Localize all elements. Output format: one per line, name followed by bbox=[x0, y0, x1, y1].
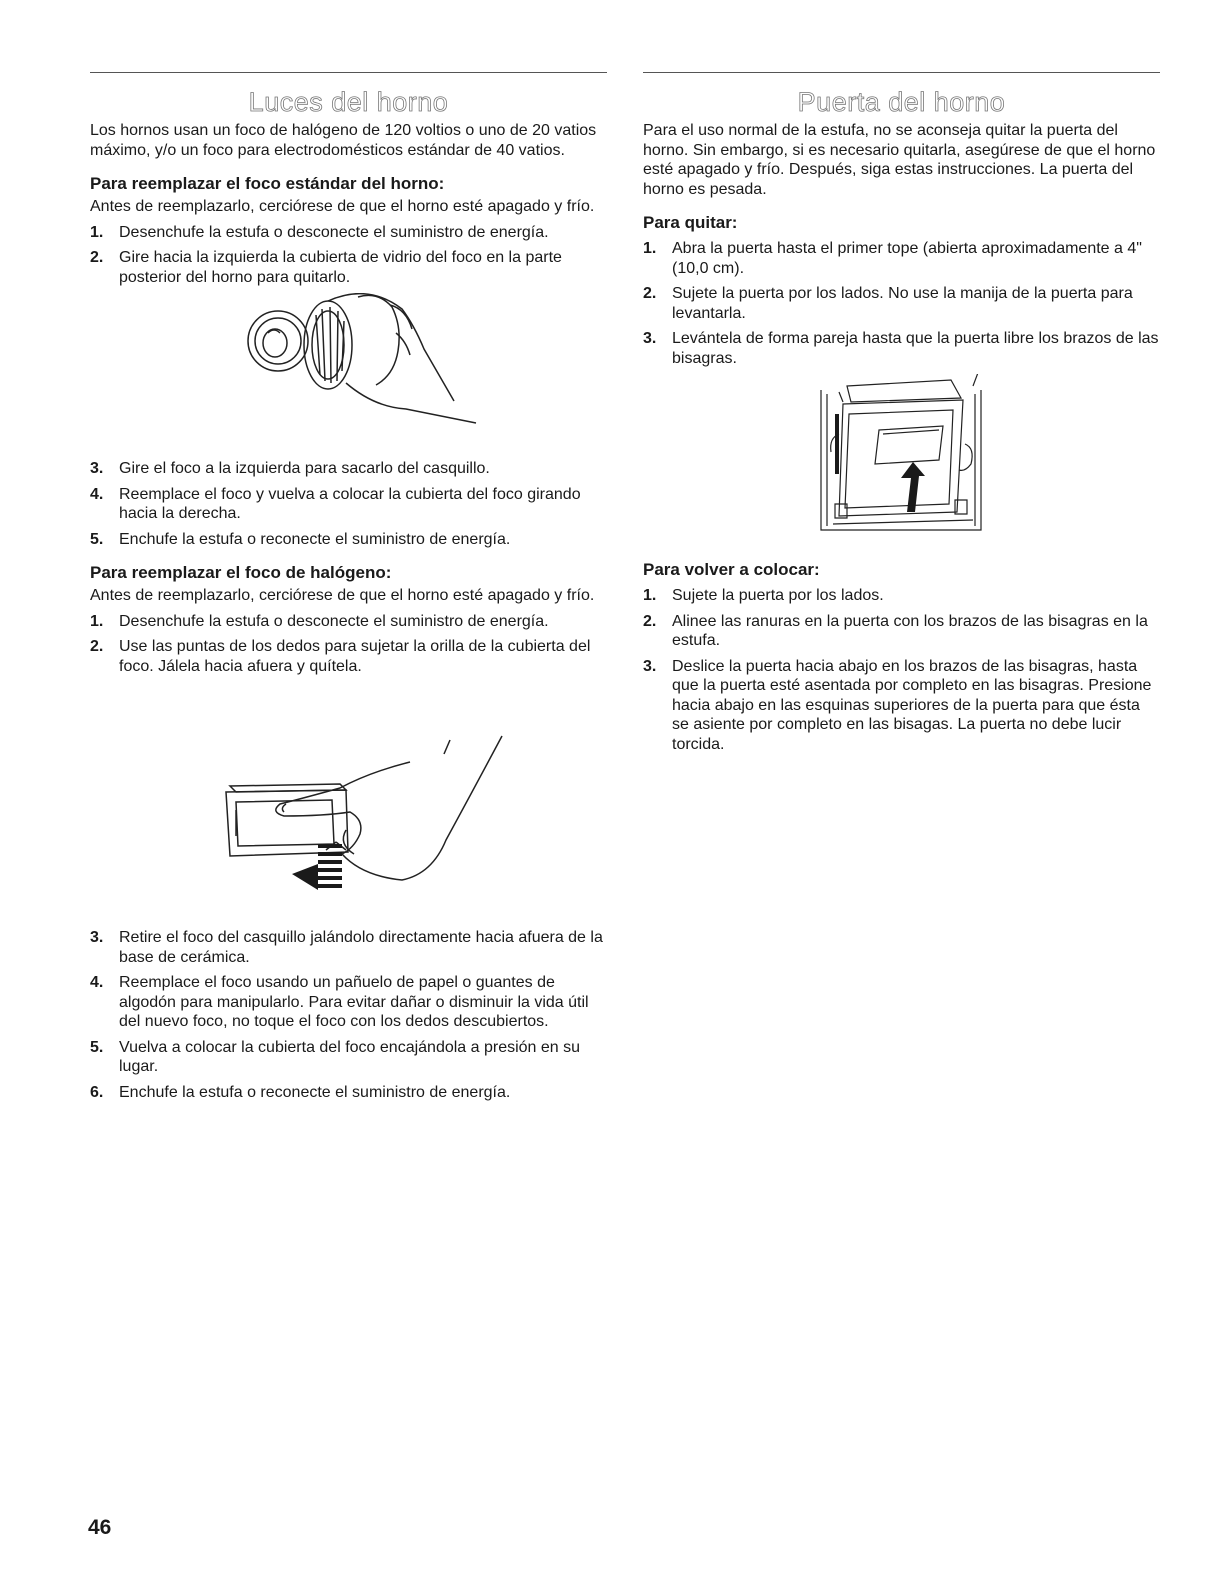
step-text: Desenchufe la estufa o desconecte el suministro de energía. bbox=[119, 223, 549, 241]
step-number: 1. bbox=[643, 587, 657, 604]
step-number: 1. bbox=[643, 240, 657, 257]
list-item bbox=[90, 612, 607, 632]
step-number: 1. bbox=[90, 612, 104, 630]
right-column bbox=[643, 72, 1160, 760]
bulb-cover-illustration bbox=[90, 293, 607, 453]
step-number: 6. bbox=[90, 1083, 104, 1101]
replace-door-steps bbox=[643, 586, 1160, 754]
halogen-bulb-intro: Antes de reemplazarlo, cerciórese de que el horno esté apagado y frío. bbox=[90, 587, 595, 604]
step-number: 4. bbox=[90, 974, 104, 991]
standard-steps-a bbox=[90, 223, 607, 288]
standard-steps-b bbox=[90, 459, 607, 549]
list-item bbox=[643, 586, 1160, 606]
oven-door-intro: Para el uso normal de la estufa, no se aconseja quitar la puerta del horno. Sin embargo, si es necesario quitarla, asegúrese de que el horno esté apagado y frío. Después, siga estas instrucciones. La puerta del horno es pesada. bbox=[643, 122, 1156, 198]
step-number: 2. bbox=[90, 638, 104, 655]
step-number: 3. bbox=[643, 330, 657, 347]
list-item bbox=[90, 1083, 607, 1103]
step-number: 2. bbox=[643, 285, 657, 302]
step-text: Use las puntas de los dedos para sujetar la orilla de la cubierta del foco. Jálela hacia afuera y quítela. bbox=[119, 638, 591, 675]
list-item bbox=[90, 928, 607, 967]
step-text: Sujete la puerta por los lados. No use la manija de la puerta para levantarla. bbox=[672, 285, 1133, 322]
step-text: Reemplace el foco usando un pañuelo de papel o guantes de algodón para manipularlo. Para evitar dañar o disminuir la vida útil del nuevo foco, no toque el foco con los dedos descubiertos. bbox=[119, 974, 589, 1030]
section-divider bbox=[90, 72, 607, 73]
section-divider bbox=[643, 72, 1160, 73]
step-number: 3. bbox=[90, 929, 104, 946]
remove-door-heading: Para quitar: bbox=[643, 213, 738, 232]
list-item bbox=[90, 223, 607, 243]
list-item bbox=[90, 1038, 607, 1077]
halogen-steps-b bbox=[90, 928, 607, 1102]
list-item bbox=[90, 459, 607, 479]
step-text: Gire hacia la izquierda la cubierta de vidrio del foco en la parte posterior del horno para quitarlo. bbox=[119, 249, 562, 286]
list-item bbox=[643, 329, 1160, 368]
step-number: 2. bbox=[90, 249, 104, 266]
step-number: 5. bbox=[90, 1038, 104, 1056]
step-text: Vuelva a colocar la cubierta del foco encajándola a presión en su lugar. bbox=[119, 1038, 581, 1075]
page-number: 46 bbox=[88, 1516, 112, 1539]
section-title-oven-lights: Luces del horno bbox=[248, 87, 449, 117]
remove-door-steps bbox=[643, 239, 1160, 368]
step-text: Gire el foco a la izquierda para sacarlo del casquillo. bbox=[119, 460, 490, 477]
step-number: 2. bbox=[643, 612, 657, 630]
step-text: Sujete la puerta por los lados. bbox=[672, 587, 884, 604]
standard-bulb-intro: Antes de reemplazarlo, cerciórese de que el horno esté apagado y frío. bbox=[90, 198, 595, 215]
step-text: Reemplace el foco y vuelva a colocar la cubierta del foco girando hacia la derecha. bbox=[119, 485, 581, 522]
step-number: 5. bbox=[90, 530, 104, 548]
list-item bbox=[90, 485, 607, 524]
step-number: 3. bbox=[643, 657, 657, 675]
step-number: 3. bbox=[90, 460, 104, 477]
list-item bbox=[90, 248, 607, 287]
list-item bbox=[643, 612, 1160, 651]
step-number: 4. bbox=[90, 485, 104, 503]
section-title-oven-door: Puerta del horno bbox=[797, 87, 1006, 117]
step-text: Enchufe la estufa o reconecte el suministro de energía. bbox=[119, 530, 511, 548]
step-text: Desenchufe la estufa o desconecte el suministro de energía. bbox=[119, 612, 549, 630]
step-text: Deslice la puerta hacia abajo en los brazos de las bisagras, hasta que la puerta esté asentada por completo en las bisagras. Presione hacia abajo en las esquinas superiores de la puerta para que ésta se asiente por completo en las bisagas. La puerta no debe lucir torcida. bbox=[672, 657, 1152, 753]
list-item bbox=[90, 973, 607, 1032]
replace-door-heading: Para volver a colocar: bbox=[643, 560, 820, 579]
halogen-steps-a bbox=[90, 612, 607, 677]
left-column bbox=[90, 72, 607, 1108]
list-item bbox=[643, 657, 1160, 755]
halogen-cover-illustration bbox=[90, 682, 607, 922]
list-item bbox=[90, 637, 607, 676]
halogen-bulb-heading: Para reemplazar el foco de halógeno: bbox=[90, 563, 392, 582]
step-number: 1. bbox=[90, 223, 104, 241]
list-item bbox=[643, 239, 1160, 278]
oven-lights-intro: Los hornos usan un foco de halógeno de 120 voltios o uno de 20 vatios máximo, y/o un foco para electrodomésticos estándar de 40 vatios. bbox=[90, 122, 597, 159]
standard-bulb-heading: Para reemplazar el foco estándar del horno: bbox=[90, 174, 445, 193]
list-item bbox=[90, 530, 607, 550]
step-text: Levántela de forma pareja hasta que la puerta libre los brazos de las bisagras. bbox=[672, 330, 1159, 367]
step-text: Alinee las ranuras en la puerta con los brazos de las bisagras en la estufa. bbox=[672, 612, 1148, 649]
step-text: Enchufe la estufa o reconecte el suministro de energía. bbox=[119, 1083, 511, 1101]
oven-door-illustration bbox=[643, 374, 1160, 546]
list-item bbox=[643, 284, 1160, 323]
step-text: Abra la puerta hasta el primer tope (abierta aproximadamente a 4" (10,0 cm). bbox=[672, 240, 1142, 277]
step-text: Retire el foco del casquillo jalándolo directamente hacia afuera de la base de cerámica. bbox=[119, 929, 603, 966]
